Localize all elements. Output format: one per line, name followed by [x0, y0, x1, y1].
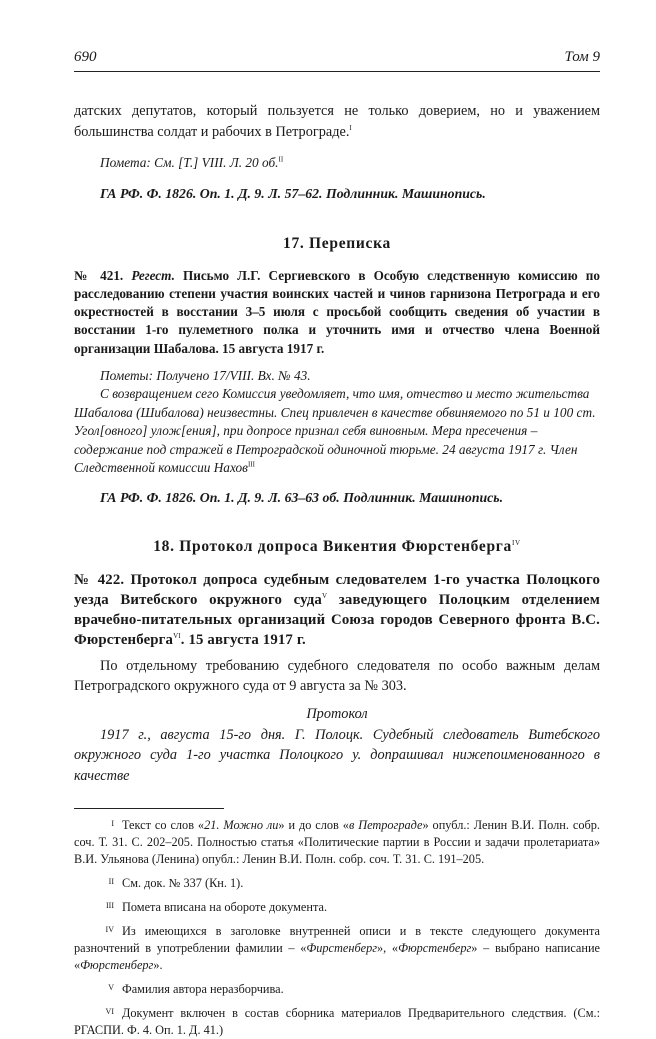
footnote-divider [74, 808, 224, 809]
archive-reference-1: ГА РФ. Ф. 1826. Оп. 1. Д. 9. Л. 57–62. Подлинник. Машинопись. [100, 185, 486, 201]
running-header [74, 49, 600, 72]
paragraph-continuation: датских депутатов, который пользуется не только доверием, но и уважением большинства солдат и рабочих в Петрограде.$^I$ [74, 103, 600, 140]
footnote-item [74, 897, 600, 916]
document-421-regest: № 421. Регест. Письмо Л.Г. Сергиевского в Особую следственную комиссию по расследованию степени участия воинских частей и чинов гарнизона Петрограда и его окрестностей в восстании 3–5 июля с просьбой сообщить сведения об участии в восстании 1-го пулеметного полка и уточнить имя и отчество члена Военной организации Шабалова. 15 августа 1917 г. [74, 267, 600, 356]
paragraph-protocol: 1917 г., августа 15-го дня. Г. Полоцк. Судебный следователь Витебского окружного суда 1-го участка Полоцкого у. допрашивал нижепоименованного в качестве [74, 726, 600, 784]
page-content [74, 101, 600, 1039]
footnote-ref-3[interactable]: III [247, 461, 255, 470]
footnote-item [74, 873, 600, 892]
document-422-title: № 422. Протокол допроса судебным следователем 1-го участка Полоцкого уезда Витебского окружного суда$^V$ заведующего Полоцким отделением врачебно-питательных организаций Союза городов Северного фронта В.С. Фюрстенберга$^{VI}$. 15 августа 1917 г. [74, 571, 600, 648]
footnote-text: Помета вписана на обороте документа. [122, 900, 328, 915]
footnote-ref-2[interactable]: II [278, 155, 284, 164]
footnote-text: См. док. № 337 (Кн. 1). [122, 876, 244, 891]
footnote-text: Текст со слов «21. Можно ли» и до слов «в Петрограде» опубл.: Ленин В.И. Полн. собр. соч. Т. 31. С. 202–205. Полностью статья «Политические партии в России и задачи пролетариата» В.И. Ульянова (Ленина) опубл.: Ленин В.И. Полн. собр. соч. Т. 31. С. 191–205. [74, 818, 600, 867]
footnote-text: Из имеющихся в заголовке внутренней описи и в тексте следующего документа разночтений в употреблении фамилии – «Фирстенберг», «Фюрстенберг» – выбрано написание «Фюрстенберг». [74, 924, 601, 973]
footnote-item [74, 1003, 600, 1039]
footnote-item [74, 979, 600, 998]
footnote-marker: IV [105, 925, 114, 935]
footnote-marker: I [111, 819, 114, 829]
note-pometa: Помета: См. [Т.] VIII. Л. 20 об.$^{II}$ [100, 155, 284, 170]
footnote-item [74, 815, 600, 868]
footnote-marker: III [106, 901, 114, 911]
footnote-ref-6[interactable]: VI [173, 632, 181, 641]
page-number: 690 [74, 49, 97, 65]
marks-421-reply: С возвращением сего Комиссия уведомляет, что имя, отчество и место жительства Шабалова (Шибалова) неизвестны. Спец привлечен в качестве обвиняемого по 51 и 100 ст. Угол[овного] улож[ения], при допросе признал себя виновным. Мера пресечения – содержание под стражей в Петроградской одиночной тюрьме. 24 августа 1917 г. Член Следственной комиссии Нахов$^{III}$ [74, 386, 596, 476]
section-heading-17: 17. Переписка [283, 234, 391, 252]
footnote-text: Документ включен в состав сборника материалов Предварительного следствия. (См.: РГАСПИ. Ф. 4. Оп. 1. Д. 41.) [74, 1006, 600, 1038]
footnote-ref-5[interactable]: V [322, 592, 328, 601]
volume-label: Том 9 [564, 49, 600, 65]
footnote-marker: II [108, 877, 114, 887]
marks-421-received: Пометы: Получено 17/VIII. Вх. № 43. [100, 367, 311, 383]
protocol-heading: Протокол [306, 705, 368, 722]
footnote-item [74, 921, 600, 974]
paragraph-demand: По отдельному требованию судебного следователя по особо важным делам Петроградского окружного суда от 9 августа за № 303. [74, 657, 600, 695]
footnote-ref-4[interactable]: IV [512, 538, 521, 547]
section-heading-18: 18. Протокол допроса Викентия Фюрстенберга$^{IV}$ [153, 537, 521, 555]
footnote-marker: V [108, 983, 114, 993]
footnote-marker: VI [105, 1007, 114, 1017]
footnotes [74, 815, 600, 1039]
footnote-text: Фамилия автора неразборчива. [122, 982, 284, 997]
footnote-ref-1[interactable]: I [349, 123, 352, 132]
archive-reference-2: ГА РФ. Ф. 1826. Оп. 1. Д. 9. Л. 63–63 об. Подлинник. Машинопись. [100, 489, 504, 505]
